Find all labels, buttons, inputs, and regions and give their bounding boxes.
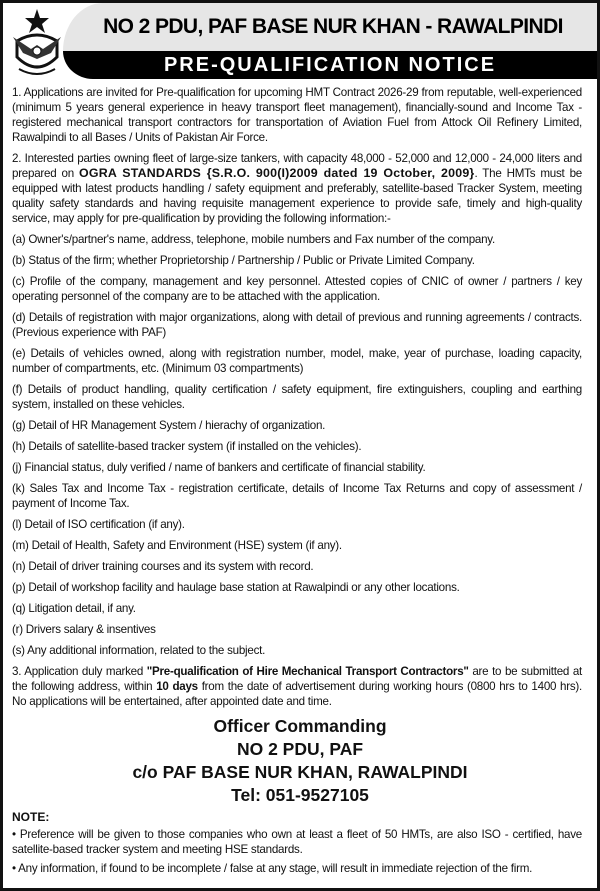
paragraph-2-text-b: . The HMTs must be equipped with latest products handling / safety equipment and preferably, satellite-based Tracker System, meeting quality safety standards and having requisite management experience to provide safe, timely and high-quality service, may apply for pre-qualification by providing the following information:-: [12, 167, 582, 225]
list-item: (d) Details of registration with major organizations, along with detail of previous and running agreements / contracts. (Previous experience with PAF): [12, 311, 582, 339]
list-item: (j) Financial status, duly verified / name of bankers and certificate of financial stability.: [12, 461, 426, 474]
list-item: (r) Drivers salary & insentives: [12, 623, 156, 636]
list-item: (e) Details of vehicles owned, along with registration number, model, make, year of purchase, loading capacity, number of compartments, etc. (Minimum 03 compartments): [12, 347, 582, 375]
list-item: (m) Detail of Health, Safety and Environment (HSE) system (if any).: [12, 539, 342, 552]
paragraph-1: 1. Applications are invited for Pre-qualification for upcoming HMT Contract 2026-29 from reputable, well-experienced (minimum 5 years general experience in heavy transport fleet management), financially-sound and Income Tax - registered mechanical transport contractors for transportation of Aviation Fuel from Attock Oil Refinery Limited, Rawalpindi to all Bases / Units of Pakistan Air Force.: [12, 86, 582, 144]
list-item: (b) Status of the firm; whether Proprietorship / Partnership / Public or Private Limited Company.: [12, 254, 475, 267]
list-item: (n) Detail of driver training courses and its system with record.: [12, 560, 314, 573]
ogra-standards: OGRA STANDARDS {S.R.O. 900(I)2009 dated 19 October, 2009}: [79, 166, 475, 180]
notice-header: [3, 3, 597, 79]
list-item: (l) Detail of ISO certification (if any).: [12, 518, 185, 531]
paf-emblem-icon: [7, 7, 67, 79]
note-bullet: • Any information, if found to be incomplete / false at any stage, will result in immediate rejection of the firm.: [12, 862, 533, 875]
application-marking: "Pre-qualification of Hire Mechanical Transport Contractors": [146, 665, 469, 678]
paragraph-2-text-a: 2. Interested parties owning fleet of large-size tankers, with capacity 48,000 - 52,000 and 12,000 - 24,000 liters and prepared on: [12, 152, 582, 180]
signature-officer: Officer Commanding: [213, 716, 387, 736]
list-item: (h) Details of satellite-based tracker system (if installed on the vehicles).: [12, 440, 362, 453]
notice-subtitle: PRE-QUALIFICATION NOTICE: [163, 54, 497, 76]
paragraph-3: [12, 664, 582, 709]
signature-phone: Tel: 051-9527105: [231, 785, 369, 805]
notice-body: [12, 85, 582, 709]
signature-block: [3, 715, 597, 807]
list-item: (s) Any additional information, related to the subject.: [12, 644, 266, 657]
note-bullets: [12, 827, 582, 876]
list-item: (f) Details of product handling, quality certification / safety equipment, fire extinguishers, coupling and earthing system, installed on these vehicles.: [12, 383, 582, 411]
paragraph-3-text-b: are to be submitted at the following address, within: [12, 665, 582, 693]
list-item: (g) Detail of HR Management System / hierachy of organization.: [12, 419, 326, 432]
list-item: (c) Profile of the company, management and key personnel. Attested copies of CNIC of owner / partners / key operating personnel of the company are to be attached with the application.: [12, 275, 582, 303]
list-item: (a) Owner's/partner's name, address, telephone, mobile numbers and Fax number of the company.: [12, 233, 495, 246]
list-item: (p) Detail of workshop facility and haulage base station at Rawalpindi or any other locations.: [12, 581, 460, 594]
signature-unit: NO 2 PDU, PAF: [236, 739, 364, 759]
paragraph-3-text-a: 3. Application duly marked: [12, 665, 147, 678]
deadline-days: 10 days: [156, 680, 198, 693]
note-bullet: • Preference will be given to those companies who own at least a fleet of 50 HMTs, are also ISO - certified, have satellite-based tracker system and meeting HSE standards.: [12, 828, 582, 856]
signature-address: c/o PAF BASE NUR KHAN, RAWALPINDI: [132, 762, 468, 782]
notice-title: NO 2 PDU, PAF BASE NUR KHAN - RAWALPINDI: [103, 15, 563, 38]
list-item: (q) Litigation detail, if any.: [12, 602, 136, 615]
paragraph-3-text-c: from the date of advertisement during working hours (0800 hrs to 1400 hrs). No applications will be entertained, after appointed date and time.: [12, 680, 582, 708]
list-item: (k) Sales Tax and Income Tax - registration certificate, details of Income Tax Returns and copy of assessment / payment of Income Tax.: [12, 482, 582, 510]
paragraph-2: [12, 151, 582, 226]
note-label: NOTE:: [12, 810, 50, 824]
